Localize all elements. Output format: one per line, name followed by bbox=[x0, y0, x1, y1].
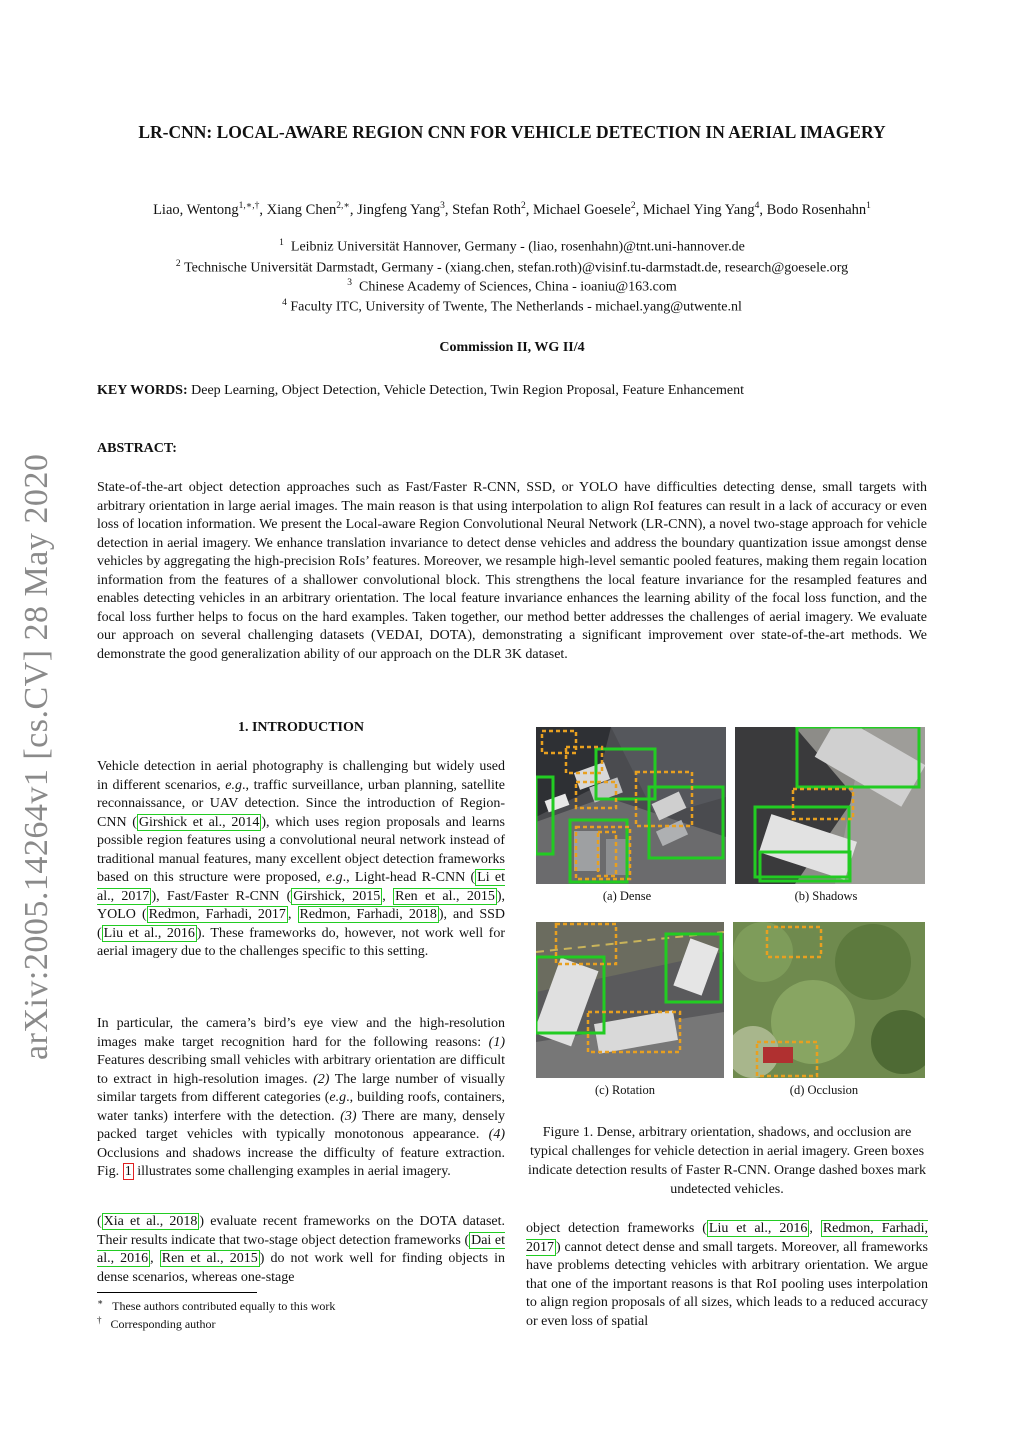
footnote-rule bbox=[97, 1292, 257, 1293]
affiliation-3 bbox=[100, 278, 924, 296]
text: e.g bbox=[325, 870, 343, 885]
keywords-text: Deep Learning, Object Detection, Vehicle Detection, Twin Region Proposal, Feature Enhancement bbox=[191, 383, 745, 398]
affiliation-number: 1 bbox=[279, 238, 284, 248]
text: illustrates some challenging examples in aerial imagery. bbox=[133, 1164, 451, 1179]
footnote-mark: † bbox=[97, 1315, 102, 1325]
text: The large number of visually similar targets from different categories ( bbox=[97, 1071, 506, 1105]
right-column-paragraph bbox=[526, 1220, 928, 1331]
footnote-text: Corresponding author bbox=[110, 1317, 216, 1331]
rotation-aerial-image bbox=[536, 922, 724, 1078]
author-sup: 4 bbox=[754, 201, 760, 211]
author-sup: 2 bbox=[630, 201, 636, 211]
citation-link[interactable]: Xia et al., 2018 bbox=[103, 1214, 198, 1229]
figure-caption: Figure 1. Dense, arbitrary orientation, shadows, and occlusion are typical challenges for vehicle detection in aerial imagery. Green boxes indicate detection results of Faster R-CNN. Orange dashed boxes mark undetected vehicles. bbox=[527, 1125, 927, 1197]
abstract-heading: ABSTRACT: bbox=[97, 441, 177, 456]
text: ). These frameworks do, however, not work well for aerial imagery due to the challenges specific to this setting. bbox=[97, 925, 505, 959]
text: , bbox=[382, 888, 394, 904]
author-sup: 2 bbox=[520, 201, 526, 211]
shadows-aerial-image bbox=[735, 727, 925, 884]
text: ) evaluate recent frameworks on the DOTA dataset. Their results indicate that two-stage object detection frameworks ( bbox=[97, 1214, 505, 1248]
figure-panel-shadows bbox=[735, 727, 925, 884]
commission: Commission II, WG II/4 bbox=[439, 340, 585, 355]
footnote-text: These authors contributed equally to this work bbox=[112, 1299, 336, 1313]
author-list bbox=[100, 200, 924, 219]
text: e.g bbox=[225, 777, 242, 793]
arxiv-margin-label: arXiv:2005.14264v1 [cs.CV] 28 May 2020 bbox=[18, 453, 55, 1060]
text: ) do not work well for finding objects in dense scenarios, whereas one-stage bbox=[97, 1251, 505, 1285]
author-sup: 1,∗,† bbox=[238, 201, 260, 211]
text: ), and SSD ( bbox=[97, 907, 505, 941]
text: (4) bbox=[488, 1127, 505, 1142]
subcaption-a: (a) Dense bbox=[602, 889, 652, 903]
text: ., Light-head R-CNN ( bbox=[342, 870, 476, 885]
author-name: , Michael Goesele bbox=[525, 201, 631, 218]
text: Vehicle detection in aerial photography is challenging but widely used in different scenarios, bbox=[97, 759, 505, 793]
text: ) cannot detect dense and small targets. Moreover, all frameworks have problems detecting vehicles with arbitrary orientation. We argue that one of the important reasons is that RoI pooling uses interpolation to align region proposals of all sizes, which leads to a reduced accuracy or even loss of spatial bbox=[526, 1239, 928, 1329]
author-sup: 3 bbox=[440, 201, 445, 211]
text: (1) bbox=[488, 1034, 505, 1050]
keywords bbox=[97, 383, 927, 399]
text: , bbox=[287, 907, 298, 922]
text: ., building roofs, containers, water tanks) interfere with the detection. bbox=[97, 1090, 505, 1124]
text: (3) bbox=[340, 1108, 357, 1124]
subcaption-b: (b) Shadows bbox=[794, 889, 858, 903]
citation-link[interactable]: Redmon, Farhadi, 2017 bbox=[148, 907, 286, 922]
intro-paragraph-2 bbox=[97, 1015, 505, 1182]
figure-panel-occlusion bbox=[733, 922, 925, 1078]
abstract-text: State-of-the-art object detection approaches such as Fast/Faster R-CNN, SSD, or YOLO have difficulties detecting dense, small targets with arbitrary orientation in large aerial images. The main reason is that using interpolation to align RoI features can result in a lack of accuracy or even loss of location information. We present the Local-aware Region Convolutional Neural Network (LR-CNN), a novel two-stage approach for vehicle detection in aerial imagery. We enhance translation invariance to detect dense vehicles and address the boundary quantization issue amongst dense vehicles by aggregating the high-precision RoIs’ features. Moreover, we resample high-level semantic pooled features, making them regain location information from the features of a shallower convolutional block. This strengthens the local feature invariance for the resampled features and enables detecting vehicles in an arbitrary orientation. The local feature invariance enhances the learning ability of the focal loss function, and the focal loss further helps to focus on the hard examples. Taken together, our method better addresses the challenges of aerial imagery. We evaluate our approach on several challenging datasets (VEDAI, DOTA), demonstrating a significant improvement over state-of-the-art methods. We demonstrate the good generalization ability of our approach on the DLR 3K dataset. bbox=[97, 480, 927, 662]
citation-link[interactable]: Li et al., 2017 bbox=[97, 870, 505, 904]
affiliation-number: 2 bbox=[175, 259, 181, 269]
author-name: , Stefan Roth bbox=[444, 201, 521, 218]
text: In particular, the camera’s bird’s eye view and the high-resolution images make target recognition hard for the following reasons: bbox=[97, 1016, 505, 1050]
citation-link[interactable]: Girshick, 2015 bbox=[293, 888, 381, 904]
citation-link[interactable]: Liu et al., 2016 bbox=[103, 925, 195, 941]
affiliation-text: Chinese Academy of Sciences, China - ioaniu@163.com bbox=[359, 279, 677, 295]
figure-panel-dense bbox=[536, 727, 726, 884]
author-sup: 1 bbox=[866, 201, 871, 211]
text: e.g bbox=[329, 1090, 347, 1105]
affiliation-number: 3 bbox=[347, 278, 353, 288]
text: Features describing small vehicles with arbitrary orientation are difficult to extract in high-resolution images. bbox=[97, 1053, 505, 1087]
text: There are many, densely packed target vehicles with typically monotonous appearance. bbox=[97, 1108, 505, 1142]
citation-link[interactable]: Redmon, Farhadi, 2018 bbox=[299, 907, 437, 922]
text: , bbox=[809, 1221, 821, 1236]
occlusion-aerial-image bbox=[733, 922, 925, 1078]
text: ), which uses region proposals and learns possible region features using a convolutional neural network instead of traditional manual features, many excellent object detection frameworks based on this structure were proposed, bbox=[97, 814, 505, 885]
footnote-1 bbox=[97, 1297, 335, 1314]
text: (2) bbox=[313, 1071, 330, 1087]
text: ), Fast/Faster R-CNN ( bbox=[151, 888, 292, 904]
text: ., traffic surveillance, urban planning, satellite reconnaissance, or UAV detection. Since the introduction of Region-CNN ( bbox=[97, 777, 505, 830]
intro-paragraph-3: ( Xia et al., 2018 ) evaluate recent frameworks on the DOTA dataset. Their results indicate that two-stage object detection frameworks ( Dai et al., 2016 , Ren et al., 2015 ) do not work well for finding objects in dense scenarios, whereas one-stage bbox=[97, 1214, 505, 1285]
subcaption-c: (c) Rotation bbox=[594, 1083, 656, 1097]
author-name: , Xiang Chen bbox=[259, 201, 337, 218]
affiliation-text: Leibniz Universität Hannover, Germany - (liao, rosenhahn)@tnt.uni-hannover.de bbox=[290, 239, 745, 255]
affiliation-text: Faculty ITC, University of Twente, The Netherlands - michael.yang@utwente.nl bbox=[290, 299, 742, 315]
author-sup: 2,∗ bbox=[336, 201, 350, 211]
footnote-mark: ∗ bbox=[97, 1297, 104, 1307]
figure-panel-rotation bbox=[536, 922, 724, 1078]
affiliation-1 bbox=[100, 238, 924, 256]
affiliation-4 bbox=[100, 298, 924, 316]
author-name: , Jingfeng Yang bbox=[349, 201, 441, 218]
figure-link[interactable]: 1 bbox=[124, 1164, 132, 1179]
affiliation-text: Technische Universität Darmstadt, Germany - (xiang.chen, stefan.roth)@visinf.tu-darmstadt.de, research@goesele.org bbox=[184, 260, 849, 276]
citation-link[interactable]: Ren et al., 2015 bbox=[161, 1251, 258, 1266]
footnote-2 bbox=[97, 1315, 215, 1332]
author-name: , Michael Ying Yang bbox=[635, 201, 755, 218]
affiliation-number: 4 bbox=[282, 298, 287, 308]
paper-title: LR-CNN: LOCAL-AWARE REGION CNN FOR VEHICLE DETECTION IN AERIAL IMAGERY bbox=[138, 122, 886, 142]
author-name: , Bodo Rosenhahn bbox=[759, 201, 867, 218]
citation-link[interactable]: Liu et al., 2016 bbox=[708, 1221, 808, 1236]
text: ), YOLO ( bbox=[97, 888, 506, 922]
affiliation-2 bbox=[100, 259, 924, 277]
dense-aerial-image bbox=[536, 727, 726, 884]
subcaption-d: (d) Occlusion bbox=[789, 1083, 859, 1097]
intro-paragraph-1 bbox=[97, 758, 505, 962]
text: Occlusions and shadows increase the difficulty of feature extraction. Fig. bbox=[97, 1145, 505, 1179]
section-heading: 1. INTRODUCTION bbox=[237, 720, 364, 735]
text: , bbox=[150, 1251, 160, 1266]
citation-link[interactable]: Ren et al., 2015 bbox=[395, 888, 495, 904]
citation-link[interactable]: Girshick et al., 2014 bbox=[138, 814, 260, 830]
citation-link[interactable]: Redmon, Farhadi, 2017 bbox=[526, 1221, 928, 1255]
citation-link[interactable]: Dai et al., 2016 bbox=[97, 1232, 505, 1266]
author-name: Liao, Wentong bbox=[153, 201, 239, 218]
text: object detection frameworks ( bbox=[526, 1221, 707, 1236]
keywords-label: KEY WORDS: bbox=[97, 383, 188, 398]
